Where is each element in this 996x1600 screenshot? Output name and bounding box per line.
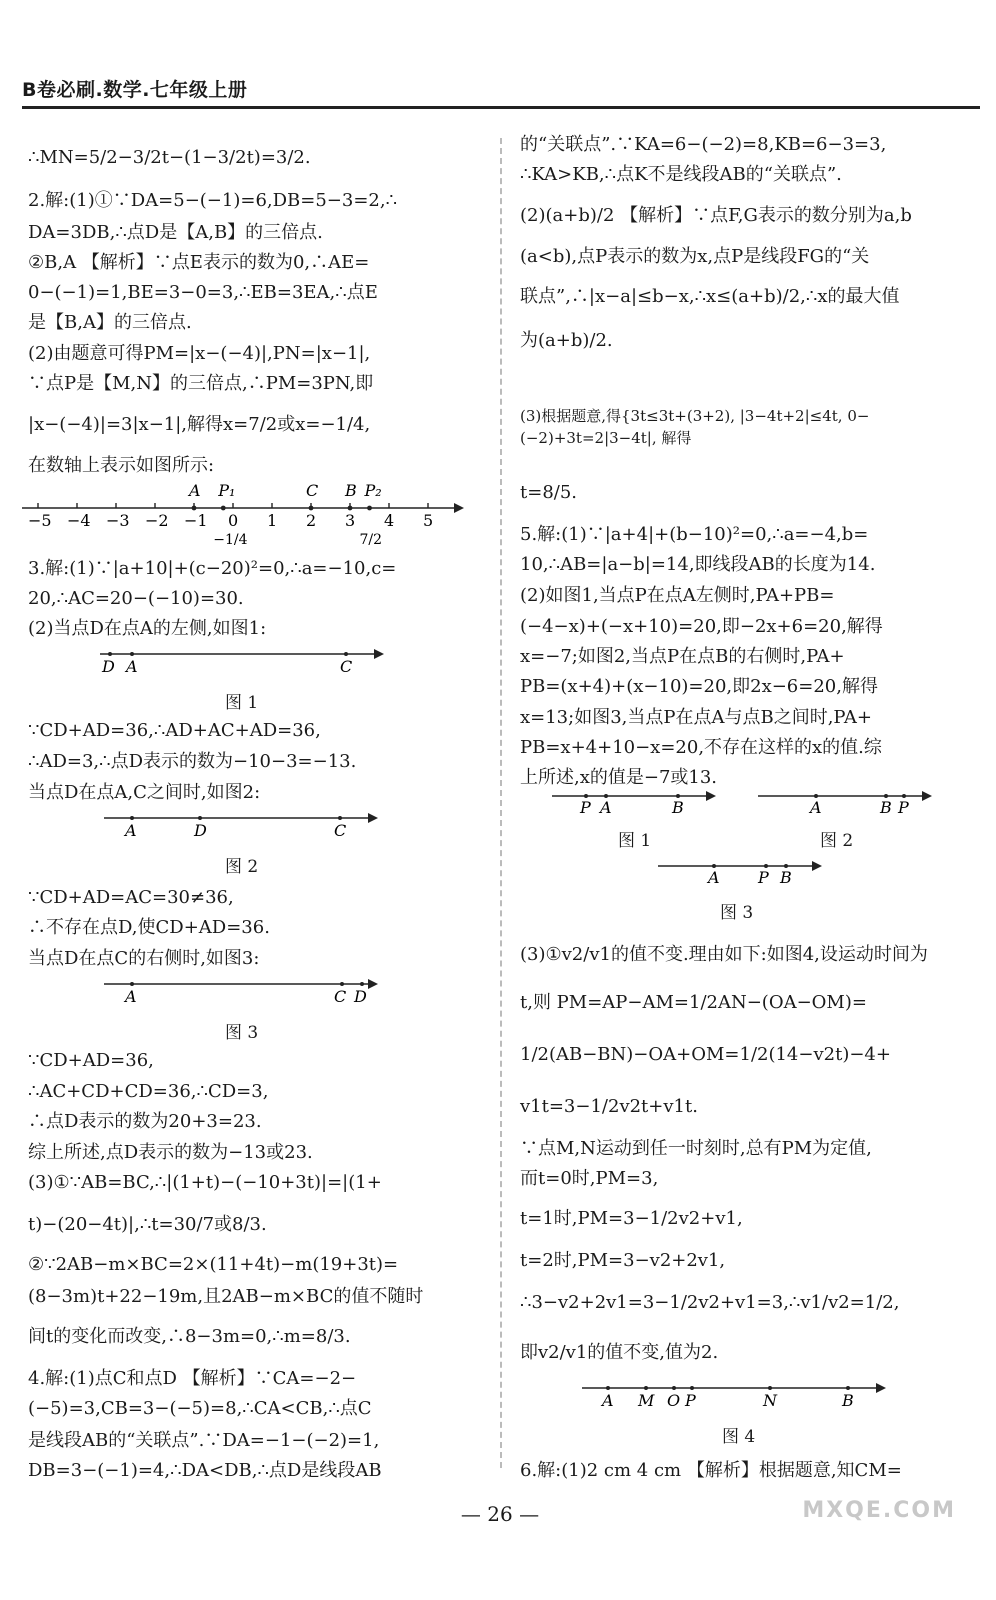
figure-q5-4 — [578, 1378, 898, 1412]
point-label: C — [306, 481, 319, 500]
text-line: ②∵2AB−m×BC=2×(11+4t)−m(19+3t)= — [28, 1254, 399, 1275]
point-label: A — [126, 657, 138, 676]
point-label: N — [763, 1391, 777, 1410]
text-line: 6.解:(1)2 cm 4 cm 【解析】根据题意,知CM= — [520, 1460, 902, 1481]
point-label: B — [880, 798, 892, 817]
text-line: 当点D在点A,C之间时,如图2: — [28, 782, 261, 803]
text-line: (2)由题意可得PM=|x−(−4)|,PN=|x−1|, — [28, 343, 371, 364]
text-line: t=2时,PM=3−v2+2v1, — [520, 1250, 726, 1271]
book-title: B卷必刷.数学.七年级上册 — [22, 79, 248, 101]
text-line: 为(a+b)/2. — [520, 330, 613, 351]
text-line: ∴点D表示的数为20+3=23. — [28, 1111, 262, 1132]
tick-label: −2 — [145, 511, 169, 530]
text-line: |x−(−4)|=3|x−1|,解得x=7/2或x=−1/4, — [28, 414, 371, 435]
point-label: P — [758, 868, 769, 887]
tick-label: 1 — [267, 511, 278, 530]
text-line: 1/2(AB−BN)−OA+OM=1/2(14−v2t)−4+ — [520, 1044, 891, 1065]
text-line: DB=3−(−1)=4,∴DA<DB,∴点D是线段AB — [28, 1460, 382, 1481]
tick-label: −4 — [67, 511, 91, 530]
figure-caption: 图 4 — [722, 1427, 756, 1447]
text-line: x=13;如图3,当点P在点A与点B之间时,PA+ — [520, 707, 872, 728]
text-line: (3)①v2/v1的值不变.理由如下:如图4,设运动时间为 — [520, 944, 928, 965]
text-line: ∴AD=3,∴点D表示的数为−10−3=−13. — [28, 751, 357, 772]
text-line: t=1时,PM=3−1/2v2+v1, — [520, 1208, 743, 1229]
point-label: A — [125, 821, 137, 840]
text-line: t)−(20−4t)|,∴t=30/7或8/3. — [28, 1214, 267, 1235]
point-label: C — [340, 657, 353, 676]
text-line: ∴不存在点D,使CD+AD=36. — [28, 917, 270, 938]
figure-q5-2 — [754, 786, 944, 818]
point-label: C — [334, 987, 347, 1006]
text-line: ∴3−v2+2v1=3−1/2v2+v1=3,∴v1/v2=1/2, — [520, 1292, 900, 1313]
tick-label: 4 — [384, 511, 395, 530]
point-label: P₁ — [218, 481, 236, 500]
point-label: A — [602, 1391, 614, 1410]
text-line: 5.解:(1)∵|a+4|+(b−10)²=0,∴a=−4,b= — [520, 524, 869, 545]
text-line: (a<b),点P表示的数为x,点P是线段FG的“关 — [520, 246, 870, 267]
point-label: A — [600, 798, 612, 817]
tick-label: 2 — [306, 511, 317, 530]
text-line: 是线段AB的“关联点”.∵DA=−1−(−2)=1, — [28, 1430, 380, 1451]
text-line: 3.解:(1)∵|a+10|+(c−20)²=0,∴a=−10,c= — [28, 558, 397, 579]
text-line: v1t=3−1/2v2t+v1t. — [520, 1096, 698, 1117]
point-label: P — [580, 798, 591, 817]
point-label: O — [667, 1391, 681, 1410]
figure-q5-3 — [654, 856, 834, 888]
text-line: (8−3m)t+22−19m,且2AB−m×BC的值不随时 — [28, 1286, 424, 1307]
text-line: 2.解:(1)①∵DA=5−(−1)=6,DB=5−3=2,∴ — [28, 190, 398, 211]
text-line: ∵点P是【M,N】的三倍点,∴PM=3PN,即 — [28, 373, 374, 394]
point-label: C — [334, 821, 347, 840]
tick-label: −3 — [106, 511, 130, 530]
text-line: ②B,A 【解析】∵点E表示的数为0,∴AE= — [28, 252, 370, 273]
point-label: A — [125, 987, 137, 1006]
text-line: (2)如图1,当点P在点A左侧时,PA+PB= — [520, 585, 835, 606]
point-label: A — [189, 481, 201, 500]
figure-caption: 图 1 — [225, 693, 259, 713]
point-label: A — [810, 798, 822, 817]
point-label: D — [354, 987, 367, 1006]
point-label: A — [708, 868, 720, 887]
text-line: x=−7;如图2,当点P在点B的右侧时,PA+ — [520, 646, 845, 667]
column-divider — [500, 138, 502, 1468]
point-label: P₂ — [364, 481, 382, 500]
text-line: DA=3DB,∴点D是【A,B】的三倍点. — [28, 222, 323, 243]
figure-q5-1 — [548, 786, 728, 818]
tick-label: −5 — [28, 511, 52, 530]
text-line: 上所述,x的值是−7或13. — [520, 767, 718, 788]
tick-label: −1 — [184, 511, 208, 530]
text-line: t=8/5. — [520, 482, 578, 503]
text-line: 在数轴上表示如图所示: — [28, 455, 215, 476]
point-label: P — [898, 798, 909, 817]
text-line: 即v2/v1的值不变,值为2. — [520, 1342, 719, 1363]
text-line: ∴KA>KB,∴点K不是线段AB的“关联点”. — [520, 164, 842, 185]
tick-label: 0 — [228, 511, 239, 530]
text-line: ∴AC+CD+CD=36,∴CD=3, — [28, 1081, 269, 1102]
point-label: D — [102, 657, 115, 676]
text-line: 综上所述,点D表示的数为−13或23. — [28, 1142, 313, 1163]
text-line: 间t的变化而改变,∴8−3m=0,∴m=8/3. — [28, 1326, 351, 1347]
text-line: (3)根据题意,得{3t≤3t+(3+2), |3−4t+2|≤4t, 0−(−2)+3t=2|3−4t|, 解得 — [520, 407, 870, 447]
fraction-label: −1/4 — [213, 532, 248, 548]
figure-caption: 图 2 — [820, 831, 854, 851]
point-label: D — [194, 821, 207, 840]
page-number: — 26 — — [460, 1502, 540, 1526]
text-line: 10,∴AB=|a−b|=14,即线段AB的长度为14. — [520, 554, 876, 575]
fraction-label: 7/2 — [359, 532, 383, 548]
text-line: PB=x+4+10−x=20,不存在这样的x的值.综 — [520, 737, 882, 758]
text-line: (−4−x)+(−x+10)=20,即−2x+6=20,解得 — [520, 616, 883, 637]
point-label: B — [780, 868, 792, 887]
figure-caption: 图 2 — [225, 857, 259, 877]
tick-label: 5 — [423, 511, 434, 530]
text-line: 是【B,A】的三倍点. — [28, 312, 192, 333]
text-line: ∵CD+AD=AC=30≠36, — [28, 887, 234, 908]
point-label: M — [638, 1391, 655, 1410]
text-line: PB=(x+4)+(x−10)=20,即2x−6=20,解得 — [520, 676, 878, 697]
text-line: (−5)=3,CB=3−(−5)=8,∴CA<CB,∴点C — [28, 1398, 372, 1419]
text-line: ∵CD+AD=36,∴AD+AC+AD=36, — [28, 720, 321, 741]
text-line: 而t=0时,PM=3, — [520, 1168, 659, 1189]
text-line: 联点”,∴|x−a|≤b−x,∴x≤(a+b)/2,∴x的最大值 — [520, 286, 900, 307]
text-line: (2)当点D在点A的左侧,如图1: — [28, 618, 267, 639]
point-label: B — [842, 1391, 854, 1410]
text-line: ∵点M,N运动到任一时刻时,总有PM为定值, — [520, 1138, 872, 1159]
tick-label: 3 — [345, 511, 356, 530]
point-label: B — [672, 798, 684, 817]
text-line: ∴MN=5/2−3/2t−(1−3/2t)=3/2. — [28, 147, 311, 168]
text-line: 当点D在点C的右侧时,如图3: — [28, 948, 260, 969]
text-line: 0−(−1)=1,BE=3−0=3,∴EB=3EA,∴点E — [28, 282, 378, 303]
text-line: (3)①∵AB=BC,∴|(1+t)−(−10+3t)|=|(1+ — [28, 1172, 382, 1193]
text-line: 20,∴AC=20−(−10)=30. — [28, 588, 244, 609]
text-line: 4.解:(1)点C和点D 【解析】∵CA=−2− — [28, 1368, 357, 1389]
site-watermark: MXQE.COM — [802, 1498, 956, 1523]
point-label: P — [685, 1391, 696, 1410]
text-line: 的“关联点”.∵KA=6−(−2)=8,KB=6−3=3, — [520, 134, 887, 155]
text-line: ∵CD+AD=36, — [28, 1050, 154, 1071]
figure-caption: 图 3 — [225, 1023, 259, 1043]
figure-caption: 图 3 — [720, 903, 754, 923]
text-line: t,则 PM=AP−AM=1/2AN−(OA−OM)= — [520, 992, 867, 1013]
point-label: B — [345, 481, 357, 500]
text-line: (2)(a+b)/2 【解析】∵点F,G表示的数分别为a,b — [520, 205, 912, 226]
figure-caption: 图 1 — [618, 831, 652, 851]
